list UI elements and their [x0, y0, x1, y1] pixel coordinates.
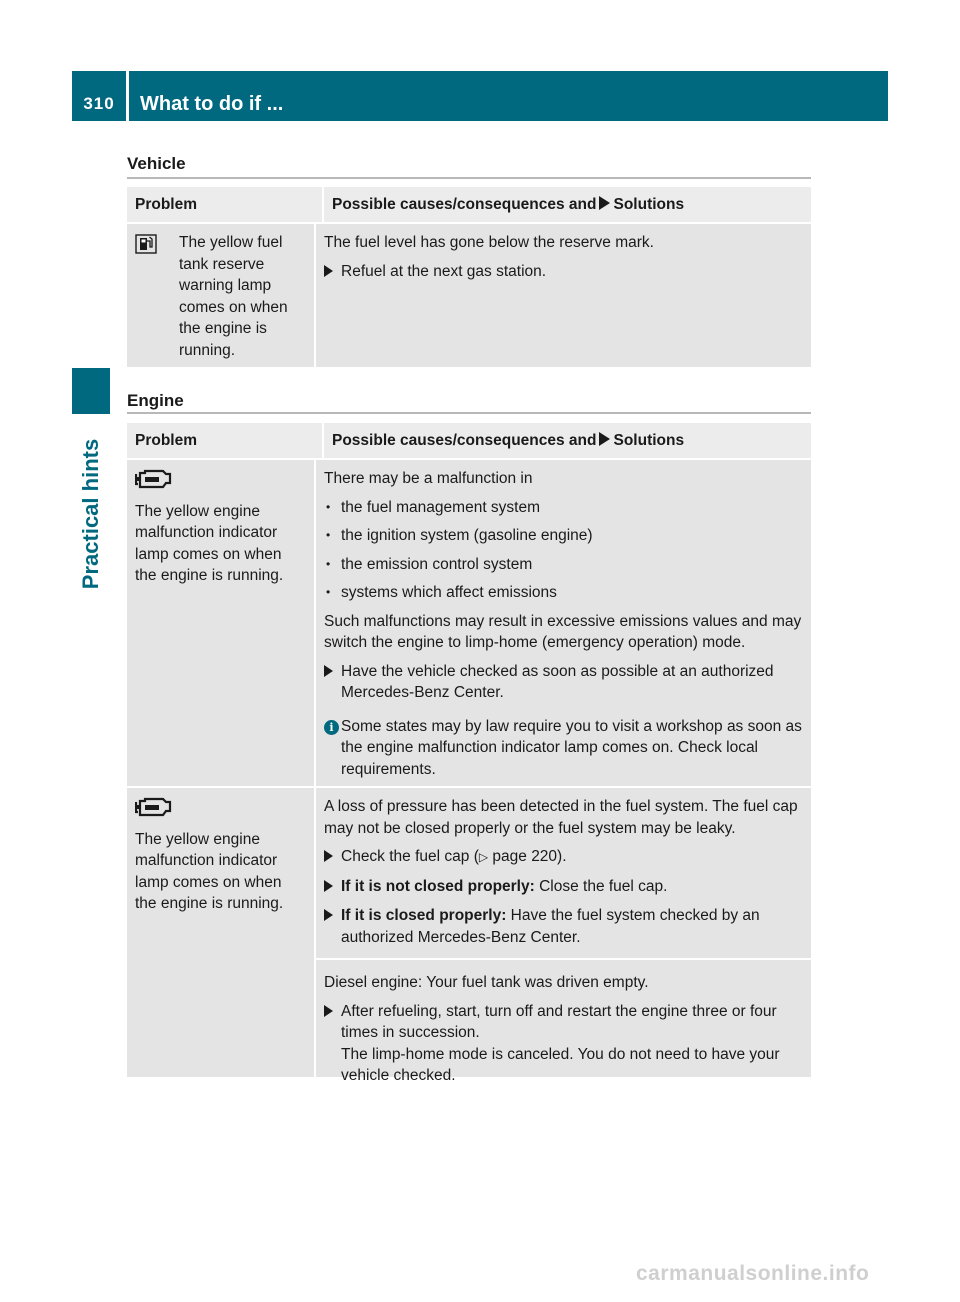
- col-solutions: Possible causes/consequences and Solutions: [322, 423, 811, 458]
- step-arrow-icon: [324, 265, 333, 277]
- side-tab-text: Practical hints: [78, 438, 103, 590]
- info-note: i Some states may by law require you to visit a workshop as soon as the engine malfunction indicator lamp comes on. Check local requirements.: [324, 716, 803, 781]
- cause-text: Diesel engine: Your fuel tank was driven empty.: [324, 974, 649, 991]
- step-arrow-icon: [324, 665, 333, 677]
- section-rule: [127, 412, 811, 414]
- fuel-pump-icon: [135, 232, 179, 361]
- table-row: [127, 788, 811, 1084]
- header-divider: [126, 71, 129, 121]
- table-row: [127, 460, 811, 786]
- action-step: After refueling, start, turn off and restart the engine three or four times in succession. The limp-home mode is canceled. You do not need to have your vehicle checked.: [324, 1001, 803, 1087]
- watermark: carmanualsonline.info: [636, 1262, 870, 1285]
- page-number: 310: [83, 94, 115, 113]
- diesel-subsection: [316, 958, 811, 1087]
- section-title-engine: Engine: [127, 391, 184, 410]
- table-row: [127, 224, 811, 367]
- step-arrow-icon: [324, 909, 333, 921]
- cause-text: A loss of pressure has been detected in the fuel system. The fuel cap may not be closed properly or the fuel system may be leaky.: [324, 798, 798, 837]
- col-problem: Problem: [135, 432, 198, 449]
- vehicle-table: [127, 187, 811, 367]
- section-rule: [127, 177, 811, 179]
- action-step: Check the fuel cap (▷ page 220).: [324, 846, 803, 869]
- list-item: • the fuel management system: [326, 498, 541, 516]
- solution-cell: [314, 460, 811, 786]
- action-step: If it is not closed properly: Close the fuel cap.: [324, 876, 803, 899]
- table-header: [127, 187, 811, 222]
- page-ref-icon: ▷: [478, 850, 489, 864]
- col-problem: Problem: [135, 196, 198, 213]
- list-item: • systems which affect emissions: [326, 584, 557, 601]
- problem-cell: [127, 788, 314, 1077]
- step-arrow-icon: [324, 850, 333, 862]
- section-title-vehicle: Vehicle: [127, 154, 186, 173]
- problem-text: The yellow engine malfunction indicator lamp comes on when the engine is running.: [135, 502, 284, 584]
- col-solutions: Possible causes/consequences and Solutions: [322, 187, 811, 222]
- list-item: • the emission control system: [326, 555, 533, 573]
- cause-text: There may be a malfunction in: [324, 470, 533, 487]
- arrow-icon: [599, 196, 610, 210]
- side-tab-label: [72, 414, 110, 614]
- engine-icon: [135, 796, 306, 825]
- action-step: Refuel at the next gas station.: [324, 261, 803, 284]
- problem-text: The yellow engine malfunction indicator lamp comes on when the engine is running.: [135, 830, 284, 912]
- note-text: Such malfunctions may result in excessive emissions values and may switch the engine to limp-home (emergency operation) mode.: [324, 612, 802, 651]
- engine-icon: [135, 468, 306, 497]
- list-item: • the ignition system (gasoline engine): [326, 527, 593, 544]
- page-title: What to do if ...: [140, 93, 284, 115]
- action-step: If it is closed properly: Have the fuel system checked by an authorized Mercedes-Benz Center.: [324, 905, 803, 948]
- info-icon: i: [324, 720, 339, 735]
- arrow-icon: [599, 432, 610, 446]
- engine-table: [127, 423, 811, 1084]
- side-tab-marker: [72, 368, 110, 414]
- step-arrow-icon: [324, 1005, 333, 1017]
- problem-cell: [127, 224, 314, 367]
- problem-cell: [127, 460, 314, 786]
- table-header: [127, 423, 811, 458]
- problem-text: The yellow fuel tank reserve warning lamp comes on when the engine is running.: [179, 234, 288, 359]
- action-step: Have the vehicle checked as soon as possible at an authorized Mercedes-Benz Center.: [324, 661, 803, 704]
- solution-cell: [314, 788, 811, 1084]
- solution-cell: [314, 224, 811, 367]
- step-arrow-icon: [324, 880, 333, 892]
- cause-text: The fuel level has gone below the reserve mark.: [324, 234, 654, 251]
